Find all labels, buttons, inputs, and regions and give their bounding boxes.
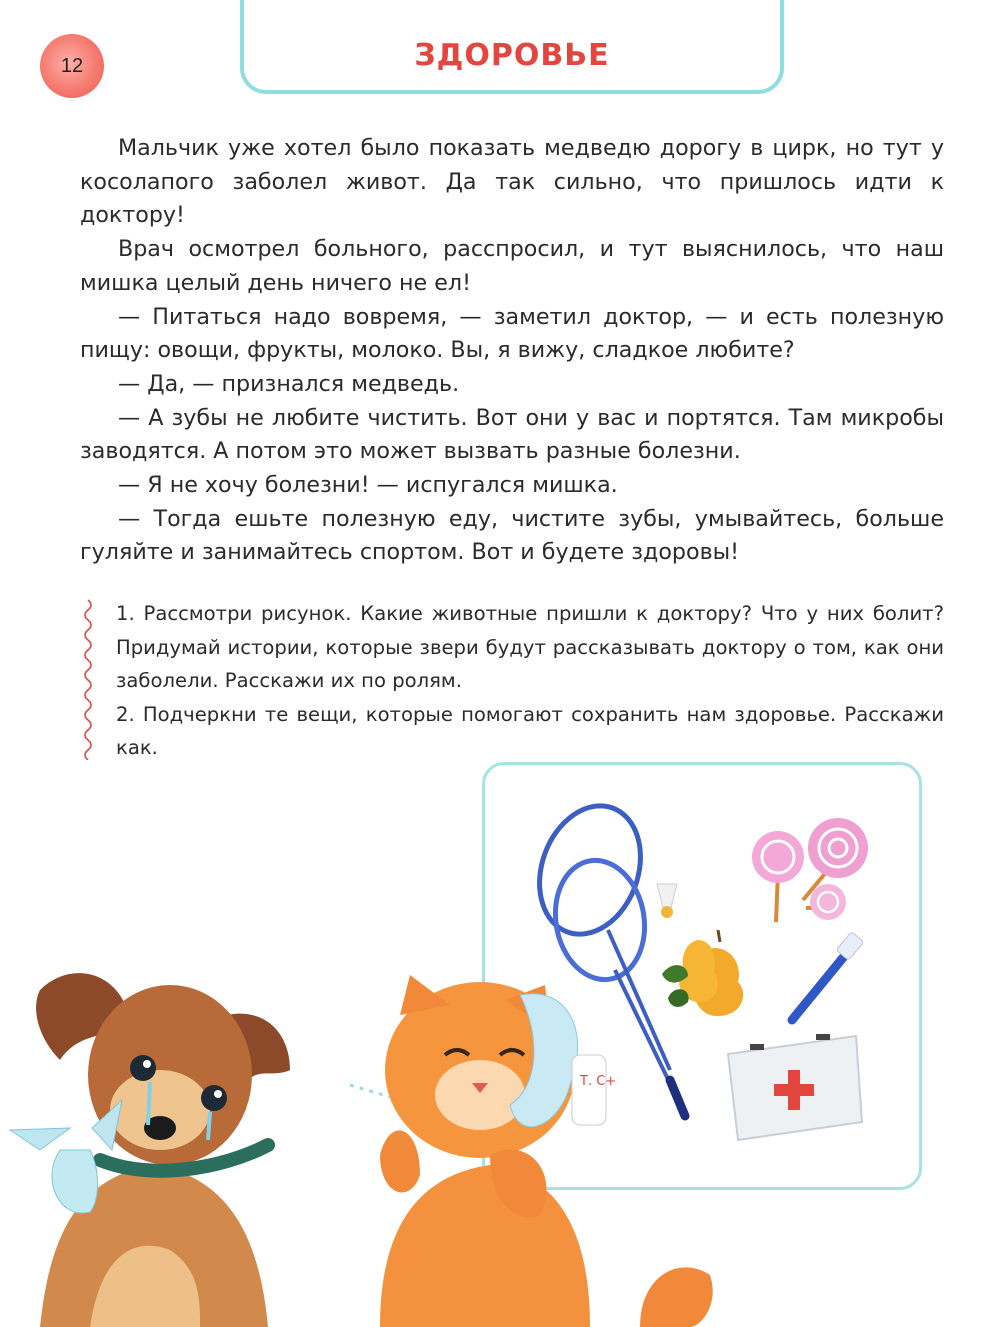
wavy-line-icon bbox=[80, 598, 96, 760]
lollipops-icon bbox=[748, 812, 898, 932]
page-number-badge bbox=[40, 34, 104, 98]
story-paragraph: — Да, — признался медведь. bbox=[118, 370, 460, 397]
story-paragraph: Врач осмотрел больного, расспросил, и тут выяснилось, что наш мишка целый день ничего не ел! bbox=[80, 236, 944, 296]
toothbrush-icon bbox=[780, 930, 870, 1030]
page-number: 12 bbox=[60, 54, 84, 77]
header-box bbox=[240, 0, 784, 94]
bottle-label: Т. C+ bbox=[580, 1074, 617, 1089]
first-aid-kit-icon bbox=[720, 1026, 868, 1144]
kitten-icon bbox=[340, 975, 720, 1327]
tasks-block bbox=[116, 597, 944, 765]
task-item: 2. Подчеркни те вещи, которые помогают сохранить нам здоровье. Расскажи как. bbox=[116, 702, 944, 759]
puppy-icon bbox=[0, 950, 300, 1327]
task-item: 1. Рассмотри рисунок. Какие животные пришли к доктору? Что у них болит? Придумай истории, которые звери будут рассказывать доктору о том, как они заболели. Расскажи их по ролям. bbox=[116, 602, 944, 692]
story-paragraph: Мальчик уже хотел было показать медведю дорогу в цирк, но тут у косолапого заболел живот. Да так сильно, что пришлось идти к доктору! bbox=[80, 135, 944, 229]
story-paragraph: — Я не хочу болезни! — испугался мишка. bbox=[118, 472, 618, 499]
story-paragraph: — Тогда ешьте полезную еду, чистите зубы, умывайтесь, больше гуляйте и занимайтесь спортом. Вот и будете здоровы! bbox=[80, 505, 944, 566]
story-paragraph: — А зубы не любите чистить. Вот они у вас и портятся. Там микробы заводятся. А потом это может вызвать разные болезни. bbox=[80, 404, 944, 465]
story-text bbox=[80, 132, 944, 570]
story-paragraph: — Питаться надо вовремя, — заметил доктор, — и есть полезную пищу: овощи, фрукты, молоко. Вы, я вижу, сладкое любите? bbox=[80, 303, 944, 364]
shuttlecock-icon bbox=[652, 880, 682, 920]
page-title: ЗДОРОВЬЕ bbox=[414, 38, 610, 73]
